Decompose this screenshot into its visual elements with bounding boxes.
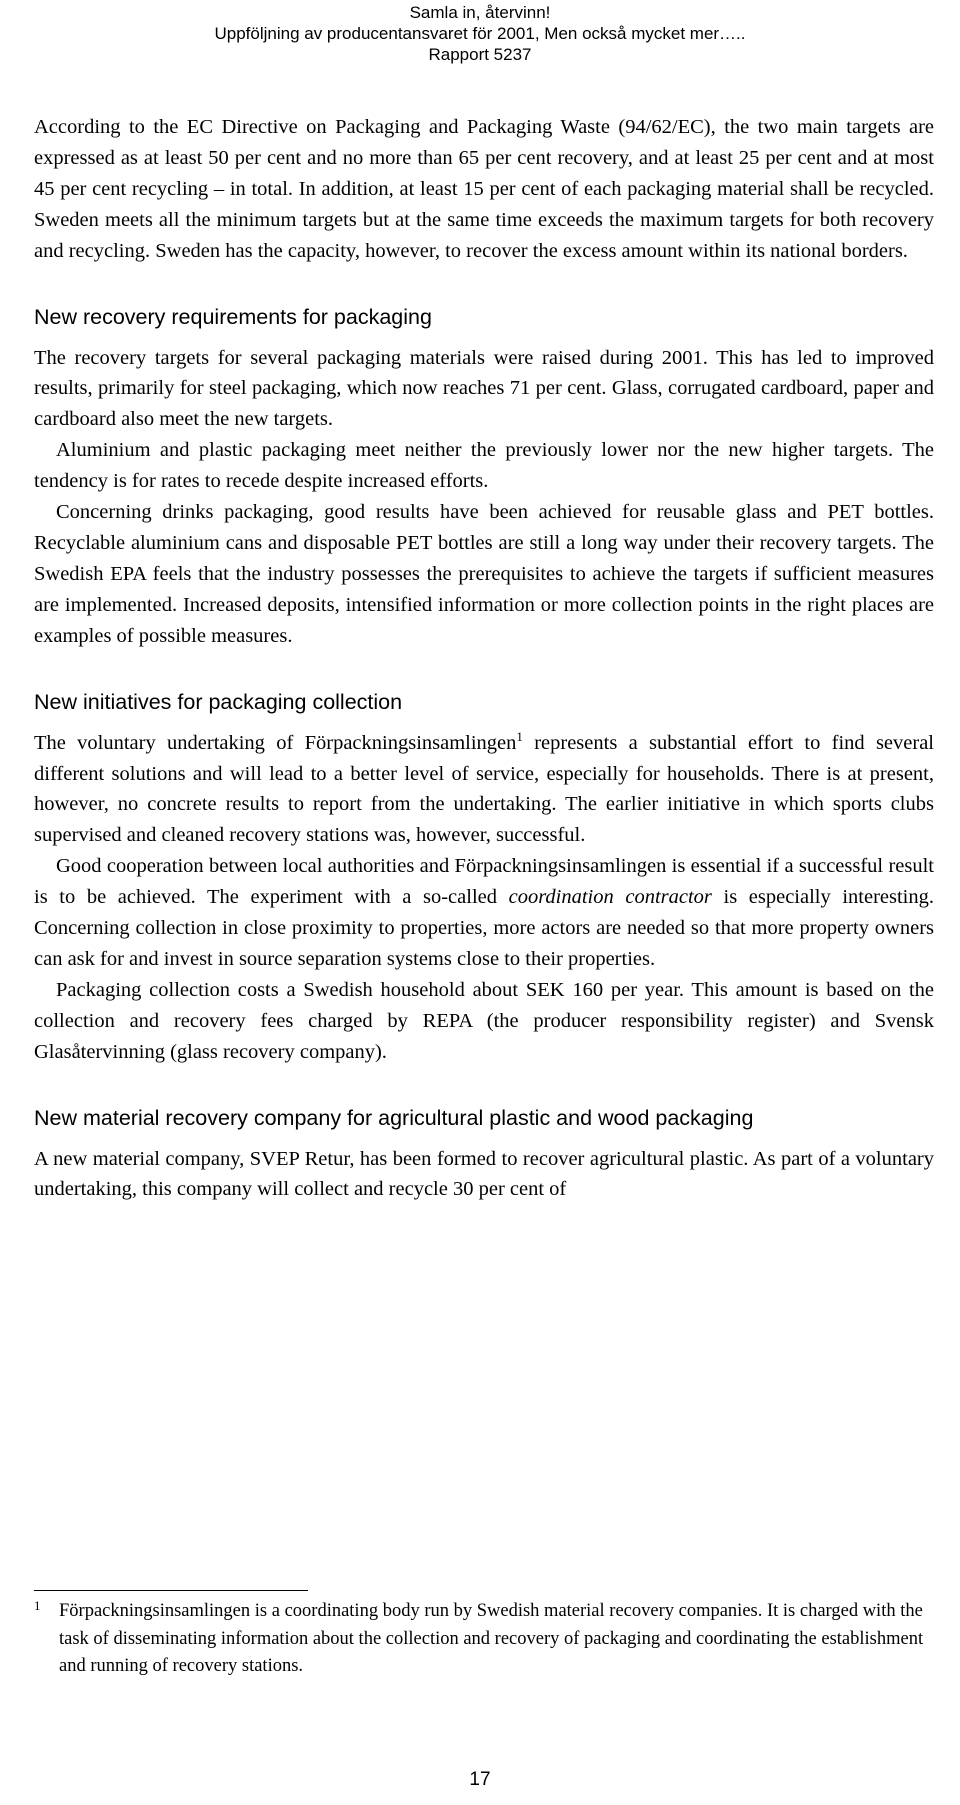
material-recovery-company-paragraph-1: A new material company, SVEP Retur, has been formed to recover agricultural plastic. As part of a voluntary undertaking, this company will collect and recycle 30 per cent of [34, 1147, 934, 1201]
running-header-subtitle: Uppföljning av producentansvaret för 2001, Men också mycket mer….. [214, 24, 746, 43]
page-number: 17 [469, 1769, 491, 1790]
collection-initiatives-paragraph-3: Packaging collection costs a Swedish household about SEK 160 per year. This amount is based on the collection and recovery fees charged by REPA (the producer responsibility register) and Svensk Glasåtervinning (glass recovery company). [34, 978, 934, 1063]
paragraph-text: is especially interesting. Concerning collection in close proximity to properties, more actors are needed so that more property owners can ask for and invest in source separation systems close to their properties. [34, 886, 935, 970]
footnote [34, 1598, 934, 1681]
paragraph-text: The voluntary undertaking of Förpackningsinsamlingen [34, 731, 517, 754]
emphasized-term: coordination contractor [508, 886, 712, 909]
paragraph-text: Good cooperation between local authorities and Förpackningsinsamlingen is essential if a successful result is to be achieved. The experiment with a so-called [34, 855, 934, 909]
collection-initiatives-paragraph-2 [34, 851, 934, 975]
footnote-divider [34, 1590, 308, 1591]
running-header-report-number: Rapport 5237 [428, 45, 532, 64]
recovery-requirements-paragraph-2: Aluminium and plastic packaging meet neither the previously lower nor the new higher targets. The tendency is for rates to recede despite increased efforts. [34, 439, 934, 493]
running-header-title: Samla in, återvinn! [409, 3, 551, 22]
footnote-text: Förpackningsinsamlingen is a coordinating body run by Swedish material recovery companies. It is charged with the task of disseminating information about the collection and recovery of packaging and coordinating the establishment and running of recovery stations. [59, 1601, 924, 1676]
paragraph-text: represents a substantial effort to find several different solutions and will lead to a better level of service, especially for households. There is at present, however, no concrete results to report from the undertaking. The earlier initiative in which sports clubs supervised and cleaned recovery stations was, however, successful. [34, 731, 934, 847]
collection-initiatives-paragraph-1 [34, 728, 934, 852]
section-heading-collection-initiatives: New initiatives for packaging collection [34, 689, 403, 714]
section-heading-recovery-requirements: New recovery requirements for packaging [34, 304, 432, 329]
footnote-number: 1 [34, 1598, 41, 1613]
intro-paragraph: According to the EC Directive on Packaging and Packaging Waste (94/62/EC), the two main targets are expressed as at least 50 per cent and no more than 65 per cent recovery, and at least 25 per cent and at most 45 per cent recycling – in total. In addition, at least 15 per cent of each packaging material shall be recycled. Sweden meets all the minimum targets but at the same time exceeds the maximum targets for both recovery and recycling. Sweden has the capacity, however, to recover the excess amount within its national borders. [34, 116, 934, 262]
footnote-reference[interactable]: 1 [516, 728, 523, 744]
page-body [34, 112, 934, 1205]
recovery-requirements-paragraph-3: Concerning drinks packaging, good results have been achieved for reusable glass and PET bottles. Recyclable aluminium cans and disposable PET bottles are still a long way under their recovery targets. The Swedish EPA feels that the industry possesses the prerequisites to achieve the targets if sufficient measures are implemented. Increased deposits, intensified information or more collection points in the right places are examples of possible measures. [34, 501, 934, 647]
section-heading-material-recovery-company: New material recovery company for agricultural plastic and wood packaging [34, 1105, 754, 1130]
recovery-requirements-paragraph-1: The recovery targets for several packaging materials were raised during 2001. This has led to improved results, primarily for steel packaging, which now reaches 71 per cent. Glass, corrugated cardboard, paper and cardboard also meet the new targets. [34, 346, 934, 431]
running-header [0, 2, 960, 65]
